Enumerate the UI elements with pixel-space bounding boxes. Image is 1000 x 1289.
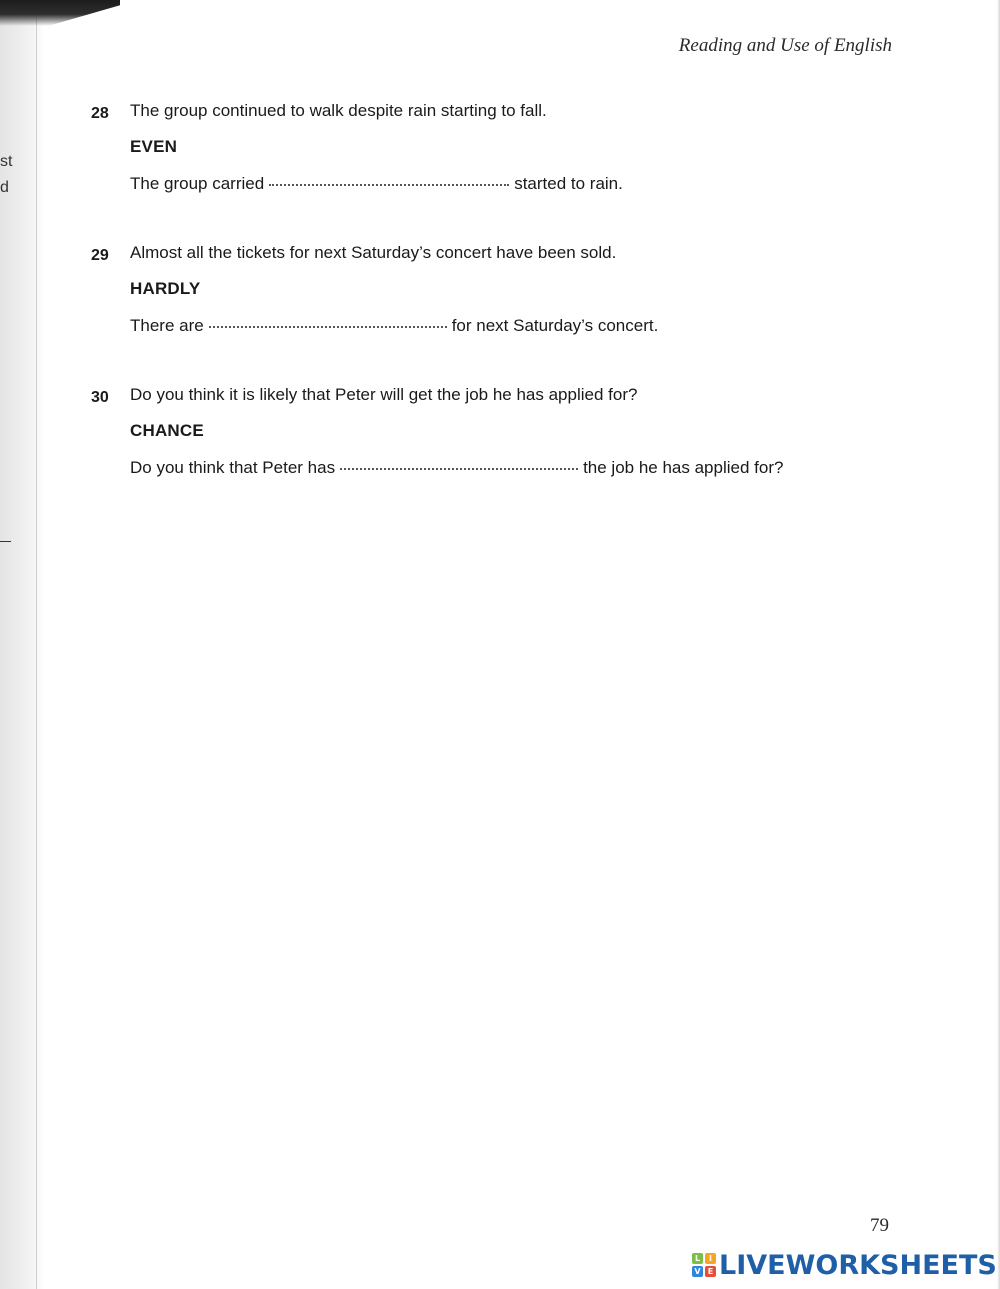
answer-gap[interactable]: [209, 326, 447, 328]
scan-corner-shadow: [0, 0, 120, 26]
question-prompt: Do you think it is likely that Peter will get the job he has applied for?: [130, 385, 638, 404]
question-keyword: EVEN: [130, 137, 178, 156]
question-number: 30: [91, 389, 109, 406]
logo-tile: I: [705, 1253, 716, 1264]
question-keyword: CHANCE: [130, 421, 204, 440]
answer-sentence: [130, 316, 658, 336]
bleed-text-fragment: d: [0, 179, 9, 196]
answer-gap[interactable]: [340, 468, 578, 470]
liveworksheets-watermark: [692, 1248, 997, 1282]
answer-after-gap: started to rain.: [514, 174, 623, 193]
bleed-rule: [0, 541, 11, 542]
answer-before-gap: Do you think that Peter has: [130, 458, 336, 477]
question-number: 29: [91, 247, 109, 264]
answer-sentence: [130, 458, 783, 478]
question-number: 28: [91, 105, 109, 122]
question-prompt: The group continued to walk despite rain starting to fall.: [130, 101, 547, 120]
page-number: 79: [870, 1215, 889, 1236]
answer-after-gap: the job he has applied for?: [583, 458, 784, 477]
running-head: Reading and Use of English: [678, 35, 892, 56]
answer-after-gap: for next Saturday’s concert.: [451, 316, 659, 335]
answer-before-gap: There are: [130, 316, 204, 335]
question-keyword: HARDLY: [130, 279, 201, 298]
liveworksheets-logo-icon: [692, 1253, 716, 1277]
answer-sentence: [130, 174, 623, 194]
answer-before-gap: The group carried: [130, 174, 265, 193]
watermark-text: LIVEWORKSHEETS: [719, 1249, 997, 1281]
question-prompt: Almost all the tickets for next Saturday’s concert have been sold.: [130, 243, 617, 262]
logo-tile: E: [705, 1266, 716, 1277]
answer-gap[interactable]: [269, 184, 509, 186]
logo-tile: V: [692, 1266, 703, 1277]
logo-tile: L: [692, 1253, 703, 1264]
bleed-text-fragment: st: [0, 153, 13, 170]
